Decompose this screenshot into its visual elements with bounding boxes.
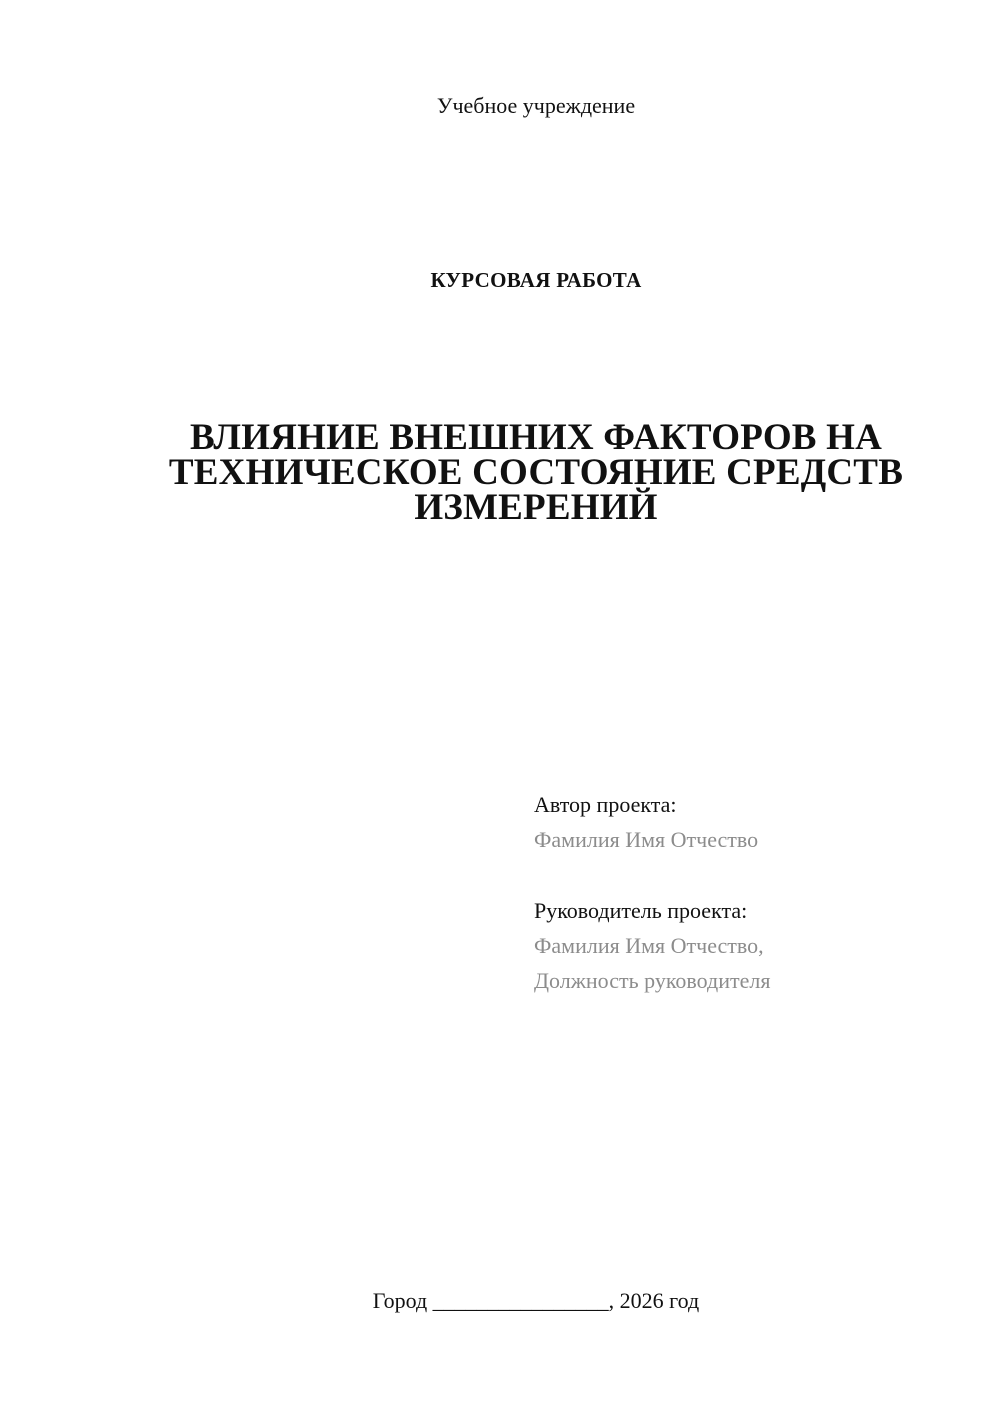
title-line: ИЗМЕРЕНИЙ <box>414 487 658 528</box>
author-name: Фамилия Имя Отчество <box>534 827 759 852</box>
supervisor-name: Фамилия Имя Отчество, <box>534 933 764 958</box>
supervisor-block <box>534 893 974 998</box>
title-line: ТЕХНИЧЕСКОЕ СОСТОЯНИЕ СРЕДСТВ <box>168 452 904 493</box>
author-label: Автор проекта: <box>534 792 677 817</box>
work-type: КУРСОВАЯ РАБОТА <box>430 268 642 292</box>
supervisor-position: Должность руководителя <box>534 968 771 993</box>
title-line: ВЛИЯНИЕ ВНЕШНИХ ФАКТОРОВ НА <box>189 417 883 458</box>
supervisor-label: Руководитель проекта: <box>534 898 748 923</box>
author-block <box>534 787 974 857</box>
institution-name: Учебное учреждение <box>436 93 636 118</box>
city-year-footer: Город ________________, 2026 год <box>372 1288 700 1313</box>
document-title <box>72 417 1000 528</box>
